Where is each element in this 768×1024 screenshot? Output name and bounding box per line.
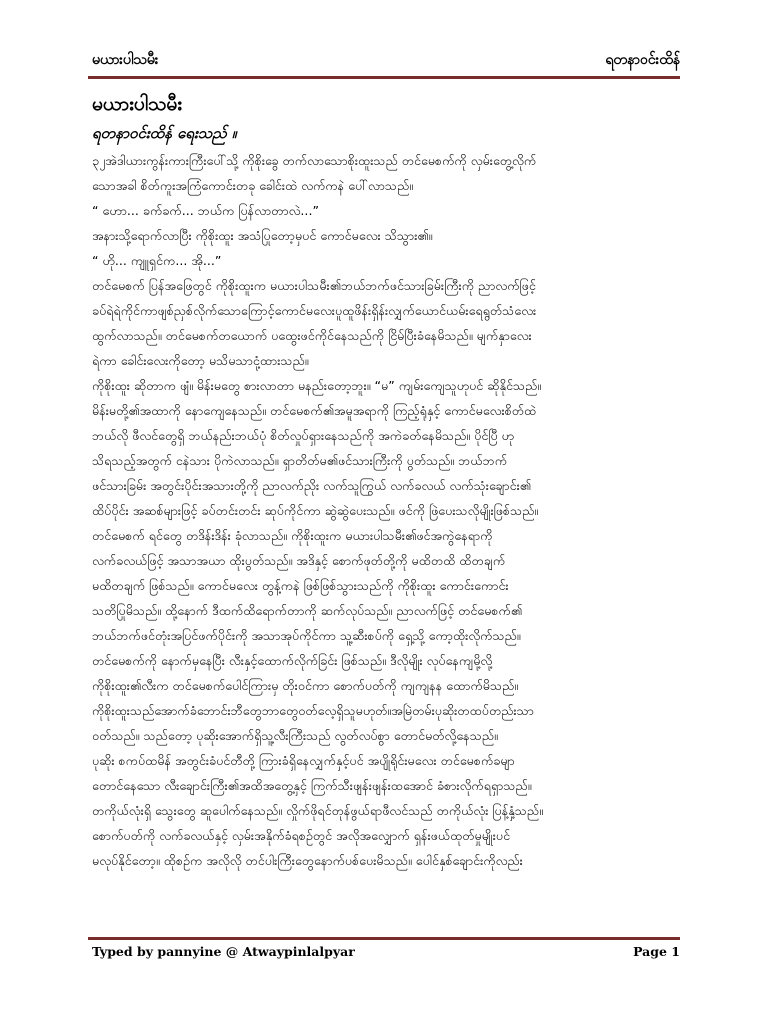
- header-rule: [88, 76, 680, 79]
- body-line: တင်မေစက် ရင်တွေ တဒိန်းဒိန်း ခုံလာသည်။ ကိုစိုးထူးက မယားပါသမီး၏ဖင်အကွဲနေရာကို: [92, 528, 493, 543]
- body-line: “ ဟော... ခက်ခက်... ဘယ်က ပြန်လာတာလဲ...”: [92, 203, 319, 218]
- body-line: ရဲကာ ခေါင်းလေးကိုတော့ မသိမသာငုံ့ထားသည်။: [92, 353, 309, 368]
- body-line: ပုဆိုး စကပ်ထမိန် အတွင်းခံပင်တီတို့ ကြားခံရှိနေလျှက်နှင့်ပင် အပျိုရိုင်းမလေး တင်မေစက်ခမျာ: [92, 753, 515, 768]
- body-line: မိန်းမတို့၏အထာကို နောကျေနေသည်။ တင်မေစက်၏အမူအရာကို ကြည့်ရုံနှင့် ကောင်မလေးစိတ်ထဲ: [92, 403, 537, 418]
- body-line: လက်ခလယ်ဖြင့် အသာအယာ ထိုးပွတ်သည်။ အဒိနှင့် စောက်ဖုတ်တို့ကို မထိတထိ ထိတချက်: [92, 553, 506, 568]
- body-line: တောင်နေသော လီးချောင်းကြီး၏အထိအတွေ့နှင့် ကြက်သီးဖျန်းဖျန်းထအောင် ခံစားလိုက်ရရှာသည်။: [92, 778, 532, 793]
- body-line: သောအခါ စိတ်ကူးအကြံကောင်းတခု ခေါင်းထဲ လက်ကနဲ ပေါ်လာသည်။: [92, 178, 414, 193]
- running-header: [92, 50, 680, 72]
- body-line: ဝတ်သည်။ သည်တော့ ပုဆိုးအောက်ရှိသူ့လီးကြီးသည် လွတ်လပ်စွာ တောင်မတ်လို့နေသည်။: [92, 728, 498, 743]
- running-header-author: ရတနာဝင်းထိန်: [605, 52, 680, 68]
- footer-rule: [88, 937, 680, 940]
- body-line: တင်မေစက်ကို နောက်မှနေပြီး လီးနှင့်ထောက်လိုက်ခြင်း ဖြစ်သည်။ ဒီလိုမျိုး လုပ်နေကျမို့လို့: [92, 653, 493, 668]
- body-line: ဘယ်လို ဖီလင်တွေရှိ ဘယ်နည်းဘယ်ပုံ စိတ်လှုပ်ရှားနေသည်ကို အကဲခတ်နေမိသည်။ ပိုင်ပြီ ဟု: [92, 428, 514, 443]
- footer-typist-credit: Typed by pannyine @ Atwaypinlalpyar: [92, 944, 355, 959]
- body-line: “ ဟို... ကျူရှင်က... အို...”: [92, 253, 222, 268]
- body-line: ကိုစိုးထူး ဆိုတာက ဖျံ။ မိန်းမတွေ စားလာတာ မနည်းတော့ဘူး။ “မ” ကျမ်းကျေသူဟုပင် ဆိုနိုင်သည်။: [92, 378, 542, 393]
- document-title: မယားပါသမီး: [92, 93, 183, 115]
- body-line: စောက်ပတ်ကို လက်ခလယ်နှင့် လှမ်းအနိုက်ခံရစဉ်တွင် အလိုအလျှောက် ရှန်းဖယ်ထုတ်မှုမျိုးပင်: [92, 828, 511, 843]
- document-byline: ရတနာဝင်းထိန် ရေးသည် ။: [92, 124, 237, 142]
- body-text: [92, 148, 680, 924]
- body-line: တကိုယ်လုံးရှိ သွေးတွေ ဆူပေါက်နေသည်။ လှိုက်ဖိုရင်တုန်ဖွယ်ရာဖီလင်သည် တကိုယ်လုံး ပြန့်နှံ့သည်။: [92, 803, 543, 818]
- running-header-title: မယားပါသမီး: [92, 52, 159, 68]
- body-line: မထိတချက် ဖြစ်သည်။ ကောင်မလေး တွန့်ကနဲ ဖြစ်ဖြစ်သွားသည်ကို ကိုစိုးထူး ကောင်းကောင်း: [92, 578, 509, 593]
- body-line: သတိပြုမိသည်။ ထို့နောက် ဒီထက်ထိရောက်တာကို ဆက်လုပ်သည်။ ညာလက်ဖြင့် တင်မေစက်၏: [92, 603, 523, 618]
- body-line: ဘယ်ဘက်ဖင်တုံးအပြင်ဖက်ပိုင်းကို အသာအုပ်ကိုင်ကာ သူ့ဆီးစပ်ကို ရှေ့သို့ ကော့ထိုးလိုက်သည်။: [92, 628, 521, 643]
- page-footer: [92, 944, 680, 964]
- body-line: ကိုစိုးထူး၏လီးက တင်မေစက်ပေါင်ကြားမှ တိုးဝင်ကာ စောက်ပတ်ကို ကျကျနန ထောက်မိသည်။: [92, 678, 519, 693]
- body-line: ထွက်လာသည်။ တင်မေစက်တယောက် ပထွေးဖင်ကိုင်နေသည်ကို ငြိမ်ပြီးခံနေမိသည်။ မျက်နှာလေး: [92, 328, 532, 343]
- body-line: အနားသို့ရောက်လာပြီး ကိုစိုးထူး အသံပြုတော့မှပင် ကောင်မလေး သိသွား၏။: [92, 228, 433, 243]
- body-line: မလုပ်နိုင်တော့။ ထိုစဉ်က အလိုလို တင်ပါးကြီးတွေနောက်ပစ်ပေးမိသည်။ ပေါင်နှစ်ချောင်းကိုလည်း: [92, 853, 523, 868]
- body-line: ထိပ်ပိုင်း အဆစ်များဖြင့် ခပ်တင်းတင်း ဆုပ်ကိုင်ကာ ဆွဲဆွဲပေးသည်။ ဖင်ကို ဖြဲပေးသလိုမျိုးဖြစ်သည်။: [92, 503, 539, 518]
- body-line: ၃၂အဲဒါယားကွန်းကားကြီးပေါ်သို့ ကိုစိုးခွေ တက်လာသောစိုးထူးသည် တင်မေစက်ကို လှမ်းတွေ့လိုက်: [92, 153, 537, 168]
- page-number: Page 1: [633, 944, 680, 959]
- body-line: ခပ်ရဲရဲကိုင်ကာဖျစ်ညှစ်လိုက်သောကြောင့်ကောင်မလေးပူထူဖိန်းရှိန်းလျှက်ယောင်ယမ်းရေရွတ်သံလေး: [92, 303, 537, 318]
- body-line: ကိုစိုးထူးသည်အောက်ခံဘောင်းဘီတွေဘာတွေဝတ်လေ့ရှိသူမဟုတ်။အမြဲတမ်းပုဆိုးတထပ်တည်းသာ: [92, 703, 534, 718]
- body-line: တင်မေစက် ပြန်အဖြေတွင် ကိုစိုးထူးက မယားပါသမီး၏ဘယ်ဘက်ဖင်သားခြမ်းကြီးကို ညာလက်ဖြင့်: [92, 278, 536, 293]
- body-line: ဖင်သားခြမ်း အတွင်းပိုင်းအသားတို့ကို ညာလက်ညိုး လက်သူကြွယ် လက်ခလယ် လက်သုံးချောင်း၏: [92, 478, 531, 493]
- body-line: သိရသည့်အတွက် ငနဲသား ပိုကဲလာသည်။ ရှာတိတ်မ၏ဖင်သားကြီးကို ပွတ်သည်။ ဘယ်ဘက်: [92, 453, 508, 468]
